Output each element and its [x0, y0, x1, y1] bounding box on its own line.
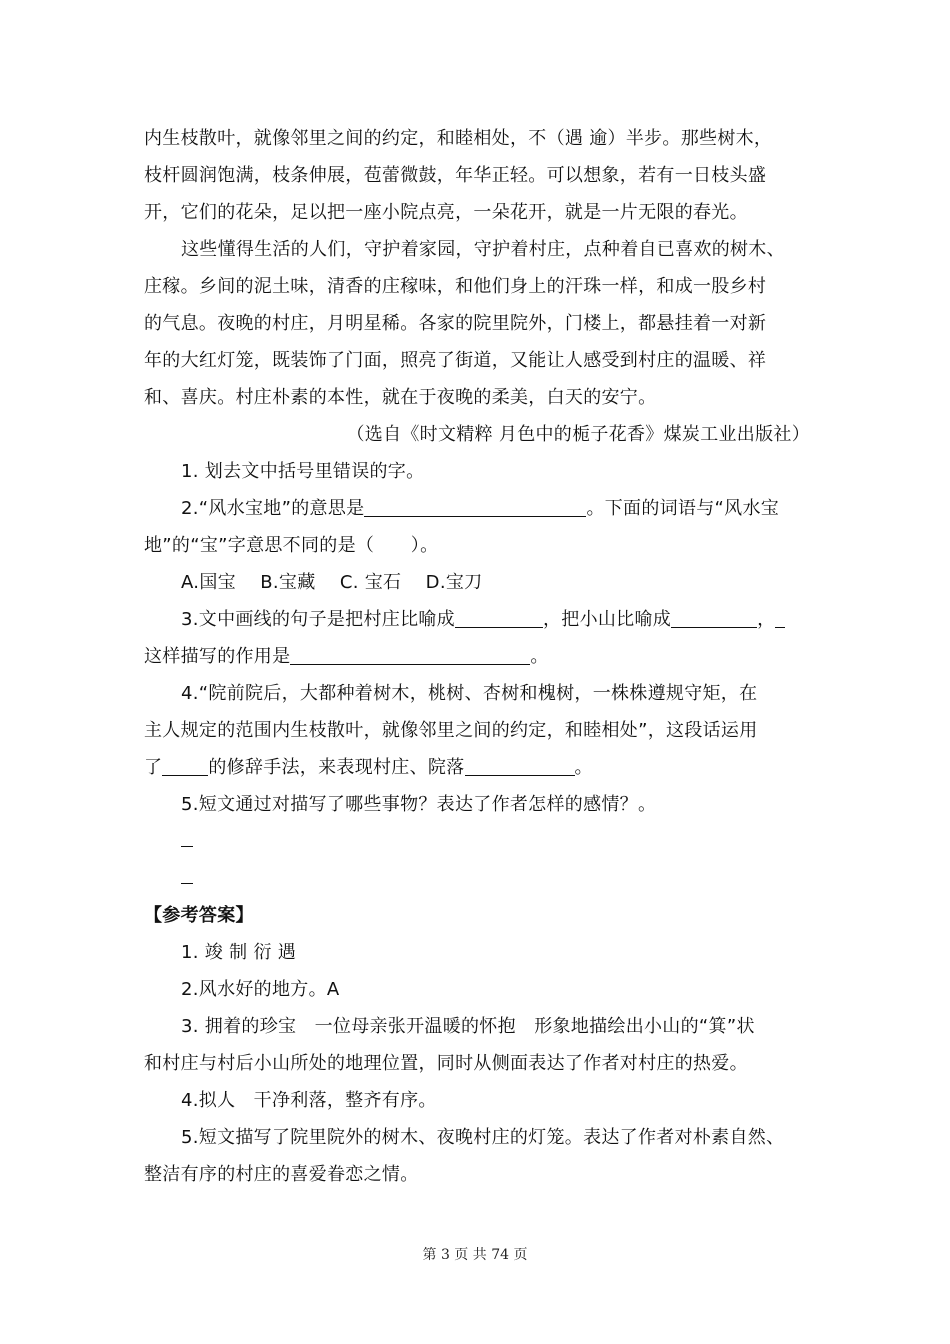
answer-5: 5.短文描写了院里院外的树木、夜晚村庄的灯笼。表达了作者对朴素自然、	[181, 1127, 785, 1148]
answer-blank	[455, 607, 543, 628]
answers-header: 【参考答案】	[144, 905, 254, 926]
answer-blank	[775, 607, 785, 628]
passage-line: 的气息。夜晚的村庄，月明星稀。各家的院里院外，门楼上，都悬挂着一对新	[144, 313, 767, 334]
answer-blank	[465, 755, 575, 776]
answer-4: 4.拟人 干净利落，整齐有序。	[181, 1090, 437, 1111]
question-3-text: 这样描写的作用是	[144, 646, 291, 667]
page-number: 第 3 页 共 74 页	[422, 1247, 528, 1263]
passage-line: 年的大红灯笼，既装饰了门面，照亮了街道，又能让人感受到村庄的温暖、祥	[144, 350, 767, 371]
passage-line: 庄稼。乡间的泥土味，清香的庄稼味，和他们身上的汗珠一样，和成一股乡村	[144, 276, 767, 297]
question-2	[144, 490, 810, 527]
passage-line: 枝杆圆润饱满，枝条伸展，苞蕾微鼓，年华正轻。可以想象，若有一日枝头盛	[144, 165, 767, 186]
question-3-text: ，把小山比喻成	[542, 609, 672, 630]
answer-blank	[181, 863, 193, 884]
answer-1: 1. 竣 制 衍 遇	[181, 942, 297, 963]
passage-line: 开，它们的花朵，足以把一座小院点亮，一朵花开，就是一片无限的春光。	[144, 202, 748, 223]
question-2-text: 2.“风水宝地”的意思是	[181, 498, 365, 519]
question-3-text: 3.文中画线的句子是把村庄比喻成	[181, 609, 455, 630]
question-4-text: 了	[144, 757, 163, 778]
question-3-continued	[144, 638, 810, 675]
question-4-continued: 主人规定的范围内生枝散叶，就像邻里之间的约定，和睦相处”，这段话运用	[144, 720, 758, 741]
answer-line-blank	[144, 823, 810, 860]
page-content	[144, 120, 810, 1193]
question-1: 1. 划去文中括号里错误的字。	[181, 461, 425, 482]
answer-blank	[181, 826, 193, 847]
passage-line: 这些懂得生活的人们，守护着家园，守护着村庄，点种着自已喜欢的树木、	[181, 239, 785, 260]
question-3-text: ，	[757, 609, 776, 630]
question-2-text: 。下面的词语与“风水宝	[586, 498, 780, 519]
answer-blank	[162, 755, 208, 776]
passage-source: （选自《时文精粹 月色中的栀子花香》煤炭工业出版社）	[346, 424, 810, 445]
question-5: 5.短文通过对描写了哪些事物？表达了作者怎样的感情？。	[181, 794, 657, 815]
answer-blank	[290, 644, 530, 665]
question-3	[144, 601, 810, 638]
passage-line: 内生枝散叶，就像邻里之间的约定，和睦相处，不（遇 逾）半步。那些树木，	[144, 128, 773, 149]
answer-line-blank	[144, 860, 810, 897]
answer-2: 2.风水好的地方。A	[181, 979, 340, 1000]
question-4-text: 的修辞手法，来表现村庄、院落	[208, 757, 465, 778]
question-4-continued	[144, 749, 810, 786]
question-4-text: 。	[574, 757, 593, 778]
passage-line: 和、喜庆。村庄朴素的本性，就在于夜晚的柔美，白天的安宁。	[144, 387, 657, 408]
question-4: 4.“院前院后，大都种着树木，桃树、杏树和槐树，一株株遵规守矩，在	[181, 683, 758, 704]
answer-3: 3. 拥着的珍宝 一位母亲张开温暖的怀抱 形象地描绘出小山的“箕”状	[181, 1016, 755, 1037]
question-3-text: 。	[530, 646, 549, 667]
question-2-continued: 地”的“宝”字意思不同的是（ ）。	[144, 535, 439, 556]
question-2-options: A.国宝 B.宝藏 C. 宝石 D.宝刀	[181, 572, 483, 593]
answer-blank	[364, 496, 586, 517]
answer-blank	[671, 607, 757, 628]
answer-3-continued: 和村庄与村后小山所处的地理位置，同时从侧面表达了作者对村庄的热爱。	[144, 1053, 748, 1074]
answer-5-continued: 整洁有序的村庄的喜爱眷恋之情。	[144, 1164, 419, 1185]
